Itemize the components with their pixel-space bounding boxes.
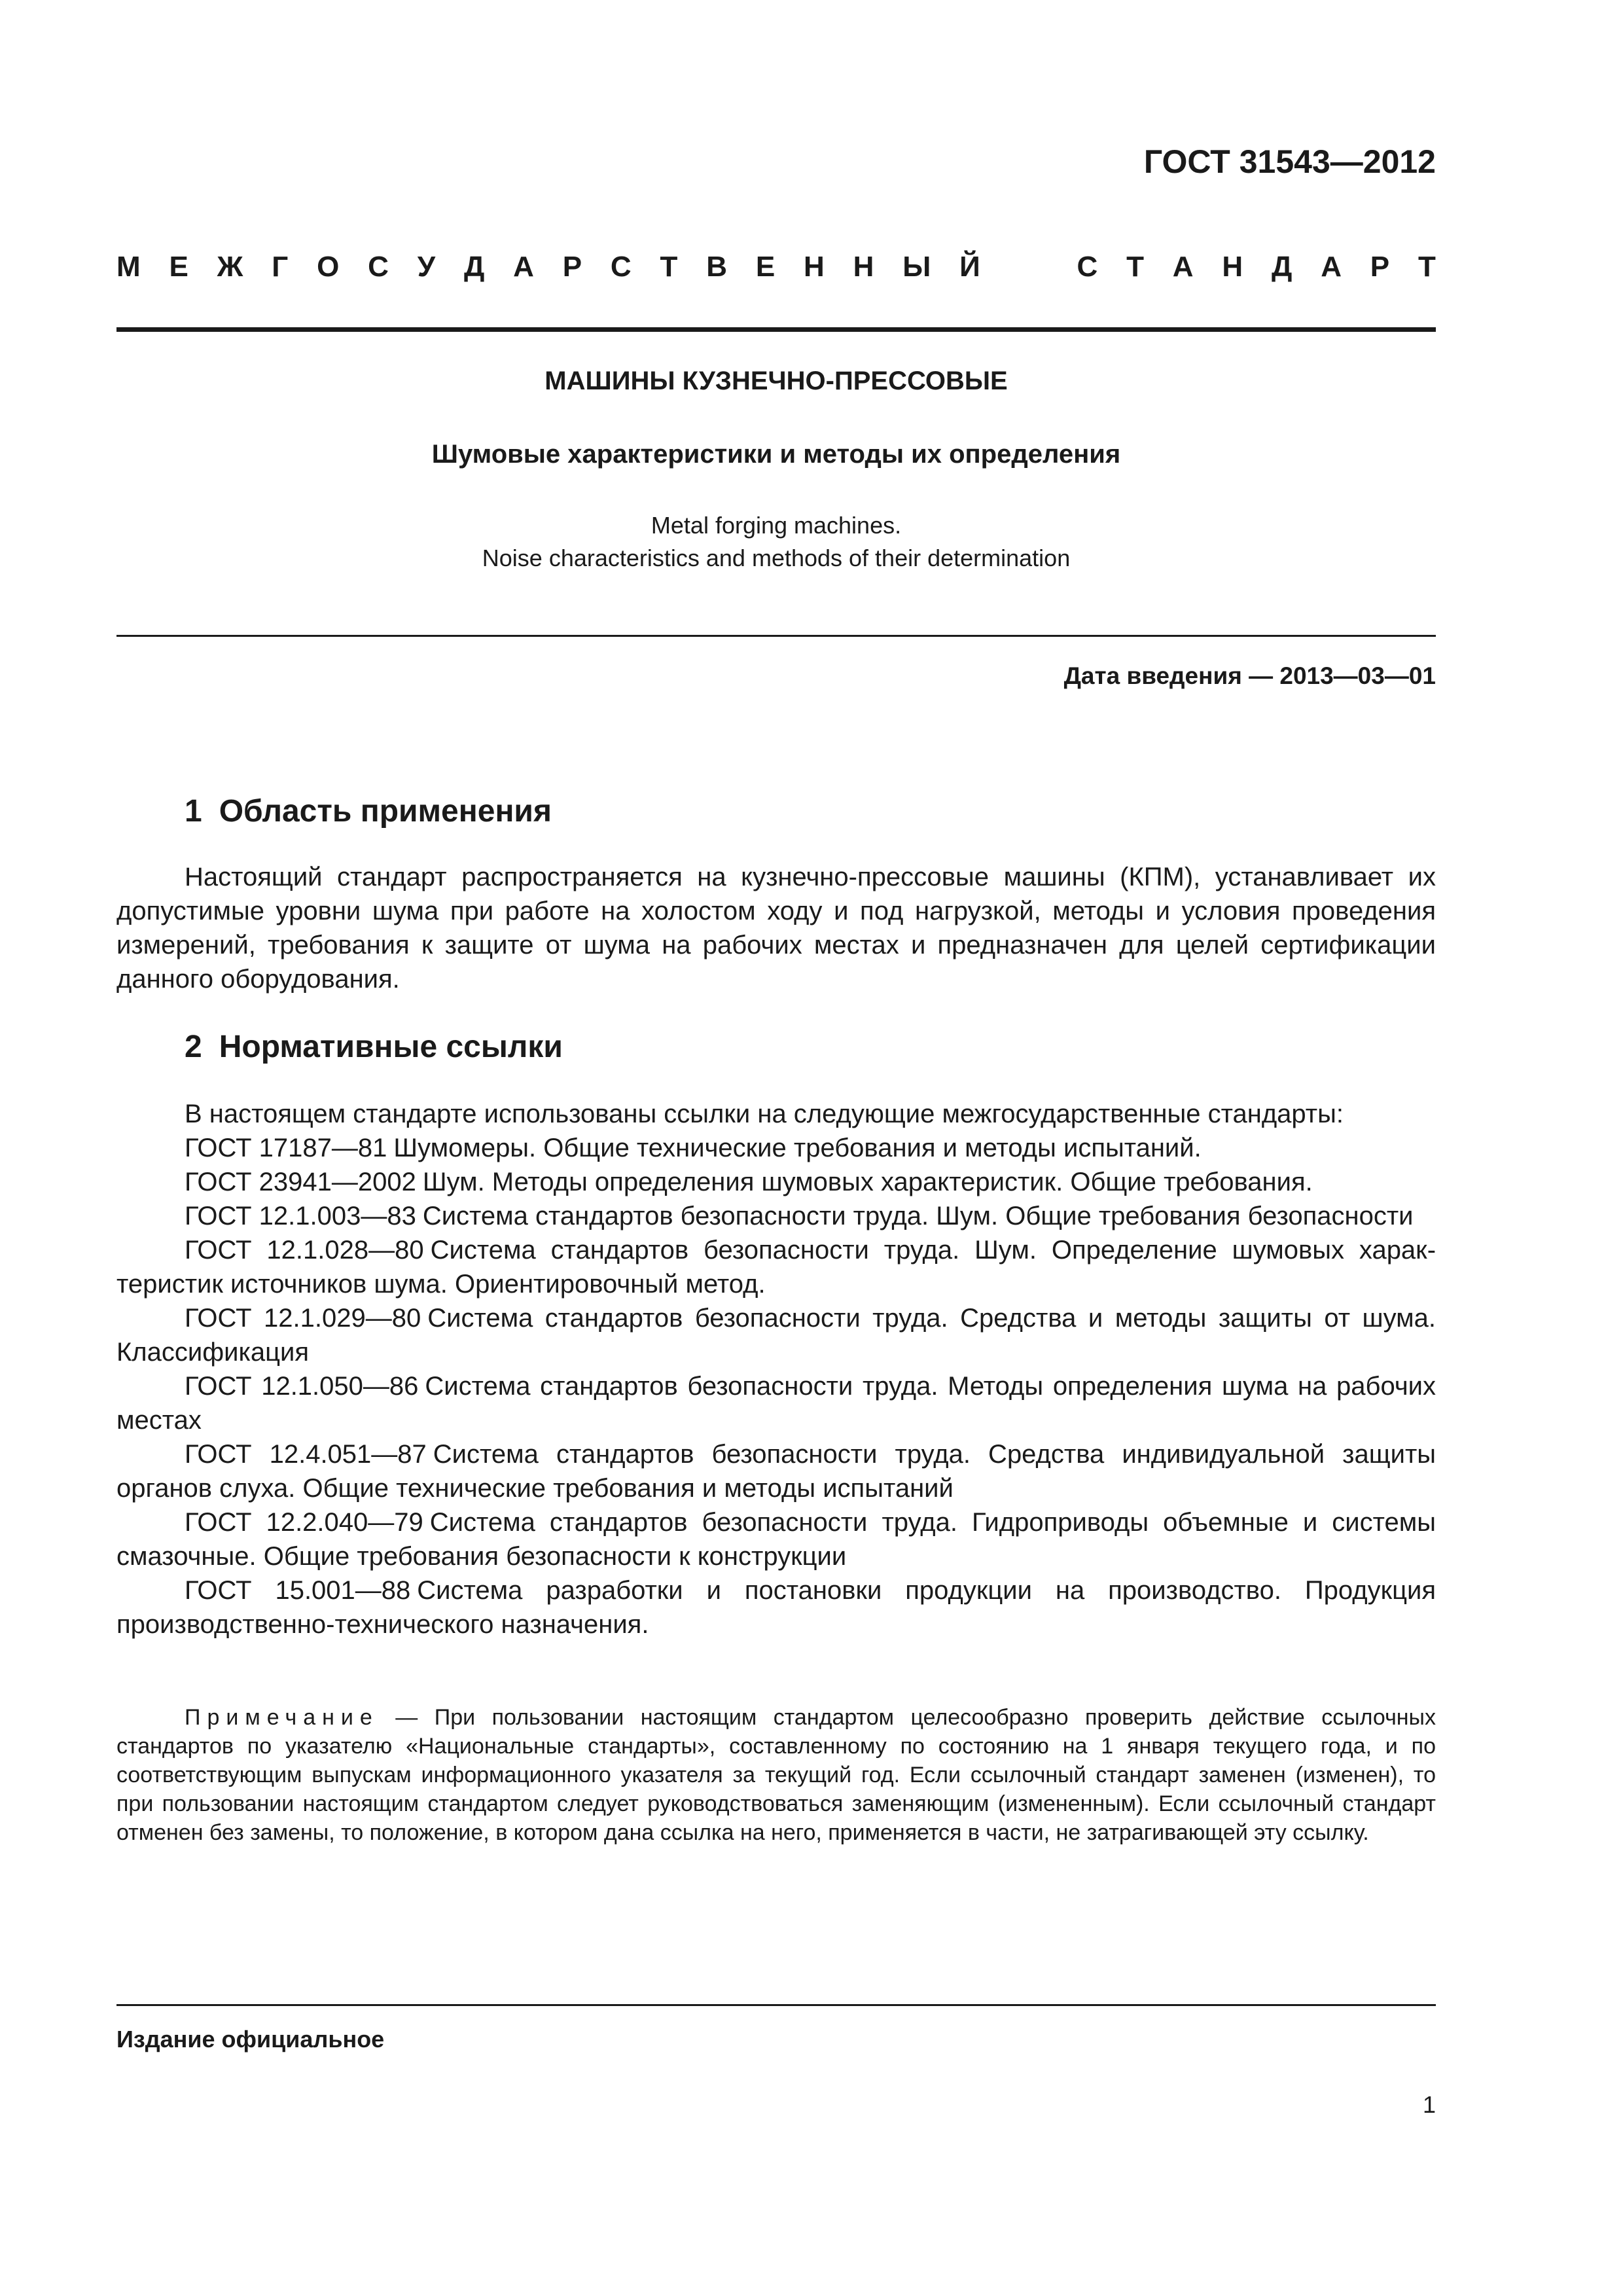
- title-divider: [116, 635, 1436, 637]
- banner-letter: Е: [169, 251, 188, 283]
- reference-code: ГОСТ 12.2.040—79: [185, 1508, 423, 1537]
- reference-item: [116, 1437, 1436, 1505]
- banner-letter: Н: [1222, 251, 1243, 283]
- edition-label: Издание официальное: [116, 2026, 385, 2053]
- section-2-number: 2: [185, 1030, 202, 1064]
- introduction-date: Дата введения — 2013—03—01: [1063, 662, 1436, 689]
- banner-letter: Г: [272, 251, 289, 283]
- banner-letter: Н: [853, 251, 874, 283]
- banner-letter: Е: [755, 251, 776, 283]
- reference-code: ГОСТ 23941—2002: [185, 1168, 416, 1196]
- reference-code: ГОСТ 12.1.028—80: [185, 1236, 424, 1265]
- section-1-text: Настоящий стандарт распространяется на кузнечно-прессовые машины (КПМ), устанавливает их допустимые уровни шума при работе на холостом ходу и под нагрузкой, методы и условия проведения измерений, требования к защите от шума на рабочих местах и предназначен для целей сертификации данного оборудования.: [116, 863, 1436, 994]
- section-2-title: Нормативные ссылки: [219, 1030, 563, 1064]
- reference-code: ГОСТ 12.1.029—80: [185, 1304, 421, 1333]
- references-intro: В настоящем стандарте использованы ссылки на следующие межгосударственные стандарты:: [185, 1100, 1344, 1128]
- banner-letter: А: [513, 251, 534, 283]
- section-1-heading: [185, 793, 552, 829]
- document-subtitle: Шумовые характеристики и методы их определения: [431, 440, 1121, 469]
- banner-letter: М: [116, 251, 141, 283]
- reference-title: Система разработки и постановки продукции на производство. Продукция производственно-технического назначения.: [116, 1576, 1436, 1639]
- banner-letter: А: [1321, 251, 1342, 283]
- reference-code: ГОСТ 17187—81: [185, 1134, 387, 1162]
- english-title-line-1: Metal forging machines.: [651, 512, 902, 539]
- header-divider: [116, 327, 1436, 332]
- reference-item: [116, 1301, 1436, 1369]
- reference-title: Система стандартов безопасности труда. Гидроприводы объемные и системы смазочные. Общие требования безопасности к конструкции: [116, 1508, 1436, 1571]
- reference-title: Система стандартов безопасности труда. Методы определения шума на рабочих местах: [116, 1372, 1436, 1435]
- section-1-title: Область применения: [219, 794, 552, 829]
- reference-title: Система стандартов безопасности труда. Средства индивидуальной защиты органов слуха. Общие технические требования и методы испытаний: [116, 1440, 1436, 1503]
- references-block: [116, 1097, 1436, 1641]
- reference-title: Шум. Методы определения шумовых характеристик. Общие требования.: [422, 1168, 1313, 1196]
- reference-code: ГОСТ 12.4.051—87: [185, 1440, 427, 1469]
- document-code: ГОСТ 31543—2012: [1143, 143, 1436, 180]
- banner-letter: Д: [1272, 251, 1293, 283]
- reference-title: Система стандартов безопасности труда. Средства и методы защиты от шума. Классификация: [116, 1304, 1436, 1367]
- note: [116, 1703, 1436, 1847]
- footer-divider: [116, 2004, 1436, 2006]
- reference-title: Система стандартов безопасности труда. Шум. Определение шумовых характеристик источников шума. Ориентировочный метод.: [116, 1236, 1436, 1299]
- reference-item: [116, 1199, 1436, 1233]
- banner-letter: Р: [562, 251, 582, 283]
- banner-letter: С: [1077, 251, 1098, 283]
- banner-letter: В: [706, 251, 728, 283]
- banner-letter: Т: [1126, 251, 1144, 283]
- reference-item: [116, 1233, 1436, 1301]
- reference-item: [116, 1369, 1436, 1437]
- banner-letter: Т: [1418, 251, 1436, 283]
- standard-type-banner: [116, 247, 1436, 287]
- references-list: [116, 1131, 1436, 1641]
- english-title-line-2: Noise characteristics and methods of their determination: [482, 545, 1071, 571]
- banner-letter: Д: [463, 251, 485, 283]
- banner-letter: Р: [1370, 251, 1390, 283]
- banner-letter: Т: [660, 251, 678, 283]
- reference-item: [116, 1505, 1436, 1573]
- banner-letter: У: [417, 251, 436, 283]
- reference-title: Шумомеры. Общие технические требования и методы испытаний.: [393, 1134, 1202, 1162]
- note-text: — При пользовании настоящим стандартом целесообразно проверить действие ссылочных стандартов по указателю «Национальные стандарты», составленному по состоянию на 1 января текущего года, и по соответствующим выпускам информационного указателя за текущий год. Если ссылочный стандарт заменен (изменен), то при пользовании настоящим стандартом следует руководствоваться заменяющим (измененным). Если ссылочный стандарт отменен без замены, то положение, в котором дана ссылка на него, применяется в части, не затрагивающей эту ссылку.: [116, 1705, 1436, 1845]
- document-title: МАШИНЫ КУЗНЕЧНО-ПРЕССОВЫЕ: [544, 367, 1008, 395]
- banner-letter: А: [1172, 251, 1194, 283]
- banner-letter: О: [317, 251, 340, 283]
- reference-item: [116, 1165, 1436, 1199]
- section-1-number: 1: [185, 794, 202, 829]
- page-number: 1: [1422, 2091, 1436, 2118]
- banner-letter: С: [610, 251, 632, 283]
- reference-item: [116, 1573, 1436, 1641]
- banner-letter: Ж: [217, 251, 243, 283]
- reference-code: ГОСТ 12.1.003—83: [185, 1202, 416, 1230]
- banner-letter: Н: [804, 251, 825, 283]
- note-label: Примечание: [185, 1705, 379, 1730]
- section-2-heading: [185, 1029, 563, 1065]
- banner-letter: Ы: [902, 251, 931, 283]
- reference-item: [116, 1131, 1436, 1165]
- reference-code: ГОСТ 12.1.050—86: [185, 1372, 419, 1401]
- banner-letter: С: [368, 251, 389, 283]
- reference-title: Система стандартов безопасности труда. Шум. Общие требования безопасности: [422, 1202, 1414, 1230]
- banner-letter: Й: [959, 251, 980, 283]
- reference-code: ГОСТ 15.001—88: [185, 1576, 411, 1605]
